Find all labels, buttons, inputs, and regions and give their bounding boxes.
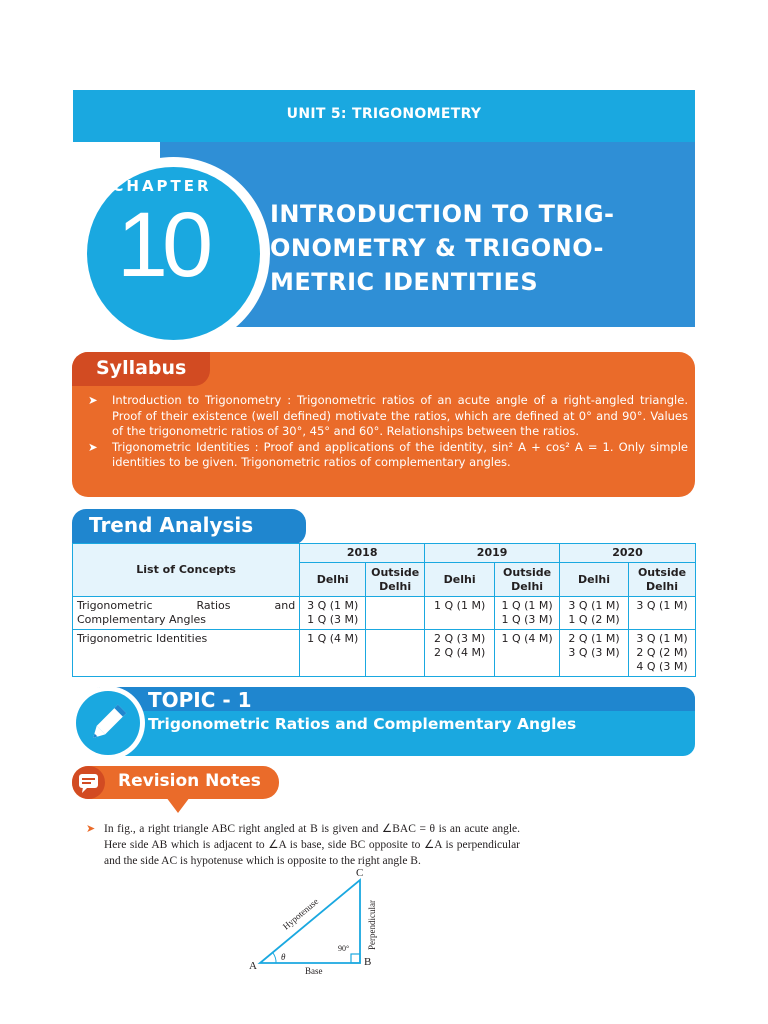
arrow-bullet-icon: ➤ xyxy=(86,822,96,835)
value-cell: 3 Q (1 M) 2 Q (2 M) 4 Q (3 M) xyxy=(629,630,696,677)
pencil-icon xyxy=(76,691,140,755)
value-cell xyxy=(366,630,425,677)
topic-badge xyxy=(76,691,140,755)
arrow-bullet-icon: ➤ xyxy=(88,439,98,454)
revision-notes-title: Revision Notes xyxy=(118,771,261,791)
revision-notes-notch xyxy=(166,797,190,813)
base-label: Base xyxy=(305,966,323,976)
angle-arc xyxy=(273,953,276,963)
value-cell: 3 Q (1 M) xyxy=(629,597,696,630)
year-header: 2020 xyxy=(560,544,696,563)
concept-cell: Trigonometric Identities xyxy=(73,630,300,677)
right-angle-label: 90° xyxy=(338,944,350,953)
syllabus-item xyxy=(86,393,688,440)
value-cell: 1 Q (4 M) xyxy=(495,630,560,677)
note-icon xyxy=(72,766,105,799)
value-cell: 2 Q (1 M) 3 Q (3 M) xyxy=(560,630,629,677)
syllabus-title: Syllabus xyxy=(96,357,187,379)
table-header-row xyxy=(73,544,696,563)
value-cell: 3 Q (1 M) 1 Q (3 M) xyxy=(300,597,366,630)
region-header: Delhi xyxy=(560,563,629,597)
topic-label: TOPIC - 1 xyxy=(148,688,252,712)
syllabus-item-text: Introduction to Trigonometry : Trigonometric ratios of an acute angle of a right-angled triangle. Proof of their existence (well defined) motivate the ratios, which are defined at 0° and 90°. Values of the trigonometric ratios of 30°, 45° and 60°. Relationships between the ratios. xyxy=(112,393,688,438)
table-row xyxy=(73,597,696,630)
right-triangle-figure xyxy=(240,860,400,980)
year-header: 2018 xyxy=(300,544,425,563)
trend-analysis-title: Trend Analysis xyxy=(89,513,254,537)
region-header: Outside Delhi xyxy=(366,563,425,597)
perpendicular-label: Perpendicular xyxy=(367,900,377,950)
value-cell: 3 Q (1 M) 1 Q (2 M) xyxy=(560,597,629,630)
value-cell xyxy=(366,597,425,630)
region-header: Outside Delhi xyxy=(629,563,696,597)
vertex-a-label: A xyxy=(249,960,257,972)
concepts-header: List of Concepts xyxy=(73,544,300,597)
value-cell: 1 Q (4 M) xyxy=(300,630,366,677)
revision-note-text: In fig., a right triangle ABC right angled at B is given and ∠BAC = θ is an acute angle. Here side AB which is adjacent to ∠A is base, side BC opposite to ∠A is perpendicular and the side AC is hypotenuse which is opposite to the right angle B. xyxy=(104,823,520,867)
right-angle-mark xyxy=(351,954,360,963)
trend-table xyxy=(72,543,696,677)
region-header: Delhi xyxy=(425,563,495,597)
arrow-bullet-icon: ➤ xyxy=(88,393,98,407)
region-header: Delhi xyxy=(300,563,366,597)
value-cell: 2 Q (3 M) 2 Q (4 M) xyxy=(425,630,495,677)
vertex-b-label: B xyxy=(364,956,372,968)
region-header: Outside Delhi xyxy=(495,563,560,597)
concept-cell: Trigonometric Ratios and Complementary Angles xyxy=(73,597,300,630)
syllabus-item xyxy=(86,440,688,471)
hypotenuse-label: Hypotenuse xyxy=(280,896,321,932)
value-cell: 1 Q (1 M) 1 Q (3 M) xyxy=(495,597,560,630)
year-header: 2019 xyxy=(425,544,560,563)
chapter-title-line: ONOMETRY & TRIGONO- xyxy=(270,234,605,262)
chapter-number: 10 xyxy=(116,194,208,296)
chapter-title-line: METRIC IDENTITIES xyxy=(270,268,539,296)
chapter-title-line: INTRODUCTION TO TRIG- xyxy=(270,200,615,228)
vertex-c-label: C xyxy=(356,867,364,879)
value-cell: 1 Q (1 M) xyxy=(425,597,495,630)
theta-label: θ xyxy=(281,952,286,962)
unit-title: UNIT 5: TRIGONOMETRY xyxy=(286,106,482,122)
table-row xyxy=(73,630,696,677)
syllabus-list xyxy=(86,393,688,471)
chapter-title xyxy=(270,197,690,299)
chapter-label: CHAPTER xyxy=(112,177,212,195)
topic-title: Trigonometric Ratios and Complementary Angles xyxy=(148,715,577,733)
syllabus-item-text: Trigonometric Identities : Proof and applications of the identity, sin² A + cos² A = 1. Only simple identities to be given. Trigonometric ratios of complementary angles. xyxy=(112,439,688,469)
